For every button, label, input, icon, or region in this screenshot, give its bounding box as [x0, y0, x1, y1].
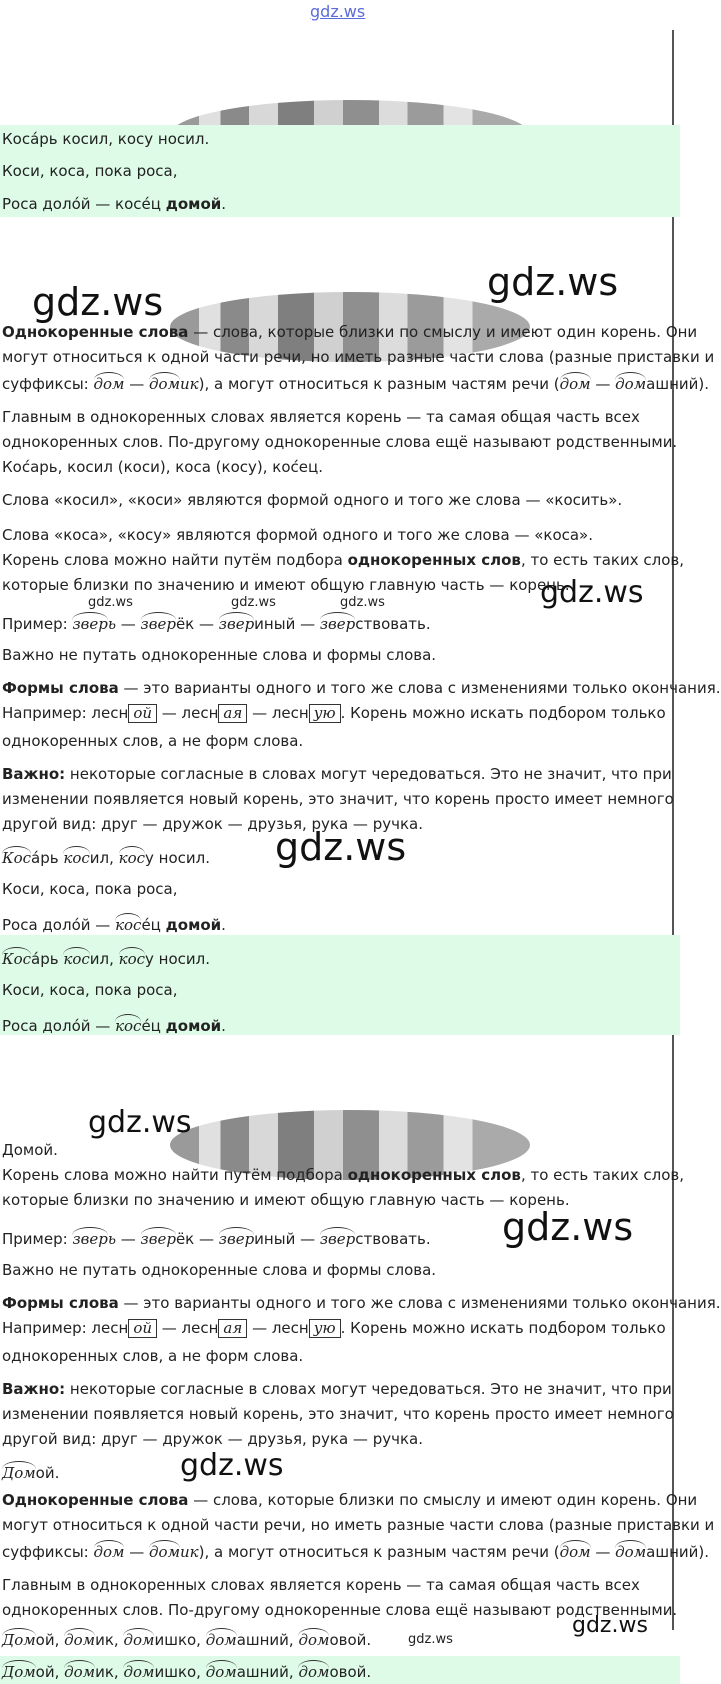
note-line-2: изменении появляется новый корень, это значит, что корень просто имеет немного [2, 1405, 674, 1423]
watermark: gdz.ws [487, 260, 619, 304]
forms-example-line-2: однокоренных слов, а не форм слова. [2, 732, 304, 750]
root-line-1: Корень слова можно найти путём подбора однокоренных слов, то есть таких слов, [2, 1166, 684, 1184]
right-edge-divider [672, 30, 674, 1630]
word-list-line: Домой, домик, домишко, домашний, домовой. [2, 1628, 371, 1650]
domoy-line: Домой. [2, 1141, 58, 1159]
example-line: Пример: зверь — зверёк — звериный — зверствовать. [2, 612, 431, 634]
definition-line-1: Однокоренные слова — слова, которые близки по смыслу и имеют один корень. Они [2, 1491, 698, 1509]
note-line-2: изменении появляется новый корень, это значит, что корень просто имеет немного [2, 790, 674, 808]
definition-line-3: суффиксы: дом — домик), а могут относиться к разным частям речи (дом — домашний). [2, 1540, 709, 1562]
poem-line-2: Коси, коса, пока роса, [2, 880, 178, 898]
watermark-small: gdz.ws [340, 595, 385, 610]
main-line-2: однокоренных слов. По-другому однокоренные слова ещё называют родственными. [2, 433, 678, 451]
section-separator [170, 292, 530, 318]
section-separator [170, 100, 530, 126]
poem-line-1-parsed: Коса́рь косил, косу носил. [2, 947, 210, 969]
watermark-small: gdz.ws [88, 595, 133, 610]
section-separator [170, 1110, 530, 1136]
forms-def-line: Формы слова — это варианты одного и того же слова с изменениями только окончания. [2, 679, 721, 697]
main-line-3: Кос́арь, косил (коси), коса (косу), кос́ец. [2, 458, 323, 476]
watermark: gdz.ws [572, 1613, 648, 1638]
main-line-2: однокоренных слов. По-другому однокоренные слова ещё называют родственными. [2, 1601, 678, 1619]
poem-line-1-parsed: Коса́рь косил, косу носил. [2, 846, 210, 868]
forms-def-line: Формы слова — это варианты одного и того же слова с изменениями только окончания. [2, 1294, 721, 1312]
definition-line-2: могут относиться к одной части речи, но иметь разные части слова (разные приставки и [2, 1516, 715, 1534]
main-line-1: Главным в однокоренных словах является корень — та самая общая часть всех [2, 1576, 640, 1594]
watermark-small: gdz.ws [231, 595, 276, 610]
poem-line-3: Роса доло́й — косе́ц домой. [2, 195, 227, 213]
note-line-1: Важно: некоторые согласные в словах могут чередоваться. Это не значит, что при [2, 765, 672, 783]
definition-line-3: суффиксы: дом — домик), а могут относиться к разным частям речи (дом — домашний). [2, 372, 709, 394]
main-line-1: Главным в однокоренных словах является корень — та самая общая часть всех [2, 408, 640, 426]
watermark: gdz.ws [275, 825, 407, 869]
root-line-2: которые близки по значению и имеют общую главную часть — корень. [2, 576, 570, 594]
watermark-small: gdz.ws [408, 1632, 453, 1647]
watermark: gdz.ws [88, 1105, 192, 1140]
definition-line-1: Однокоренные слова — слова, которые близки по смыслу и имеют один корень. Они [2, 323, 698, 341]
poem-line-3-parsed: Роса доло́й — косе́ц домой. [2, 913, 226, 935]
watermark: gdz.ws [32, 280, 164, 324]
forms-example-line: Например: лесн ой — лесн ая — лесн ую . Корень можно искать подбором только [2, 1319, 666, 1337]
note-line-3: другой вид: друг — дружок — друзья, рука — ручка. [2, 1430, 423, 1448]
note-line-1: Важно: некоторые согласные в словах могут чередоваться. Это не значит, что при [2, 1380, 672, 1398]
watermark-top[interactable]: gdz.ws [310, 2, 366, 21]
watermark: gdz.ws [502, 1205, 634, 1249]
definition-line-2: могут относиться к одной части речи, но иметь разные части слова (разные приставки и [2, 348, 715, 366]
example-line: Пример: зверь — зверёк — звериный — зверствовать. [2, 1227, 431, 1249]
forms-example-line: Например: лесн ой — лесн ая — лесн ую . Корень можно искать подбором только [2, 704, 666, 722]
forms-line-2: Слова «коса», «косу» являются формой одного и того же слова — «коса». [2, 526, 594, 544]
word-list-line: Домой, домик, домишко, домашний, домовой. [2, 1660, 371, 1682]
poem-line-2: Коси, коса, пока роса, [2, 981, 178, 999]
poem-line-1: Коса́рь косил, косу носил. [2, 130, 210, 148]
poem-line-3-parsed: Роса доло́й — косе́ц домой. [2, 1014, 226, 1036]
important-line: Важно не путать однокоренные слова и формы слова. [2, 1261, 437, 1279]
domoy-parsed-line: Домой. [2, 1461, 59, 1483]
poem-line-2: Коси, коса, пока роса, [2, 162, 178, 180]
note-line-3: другой вид: друг — дружок — друзья, рука — ручка. [2, 815, 423, 833]
forms-line-1: Слова «косил», «коси» являются формой одного и того же слова — «косить». [2, 491, 623, 509]
root-line-1: Корень слова можно найти путём подбора однокоренных слов, то есть таких слов, [2, 551, 684, 569]
watermark: gdz.ws [180, 1448, 284, 1483]
important-line: Важно не путать однокоренные слова и формы слова. [2, 646, 437, 664]
root-line-2: которые близки по значению и имеют общую главную часть — корень. [2, 1191, 570, 1209]
forms-example-line-2: однокоренных слов, а не форм слова. [2, 1347, 304, 1365]
watermark: gdz.ws [540, 575, 644, 610]
